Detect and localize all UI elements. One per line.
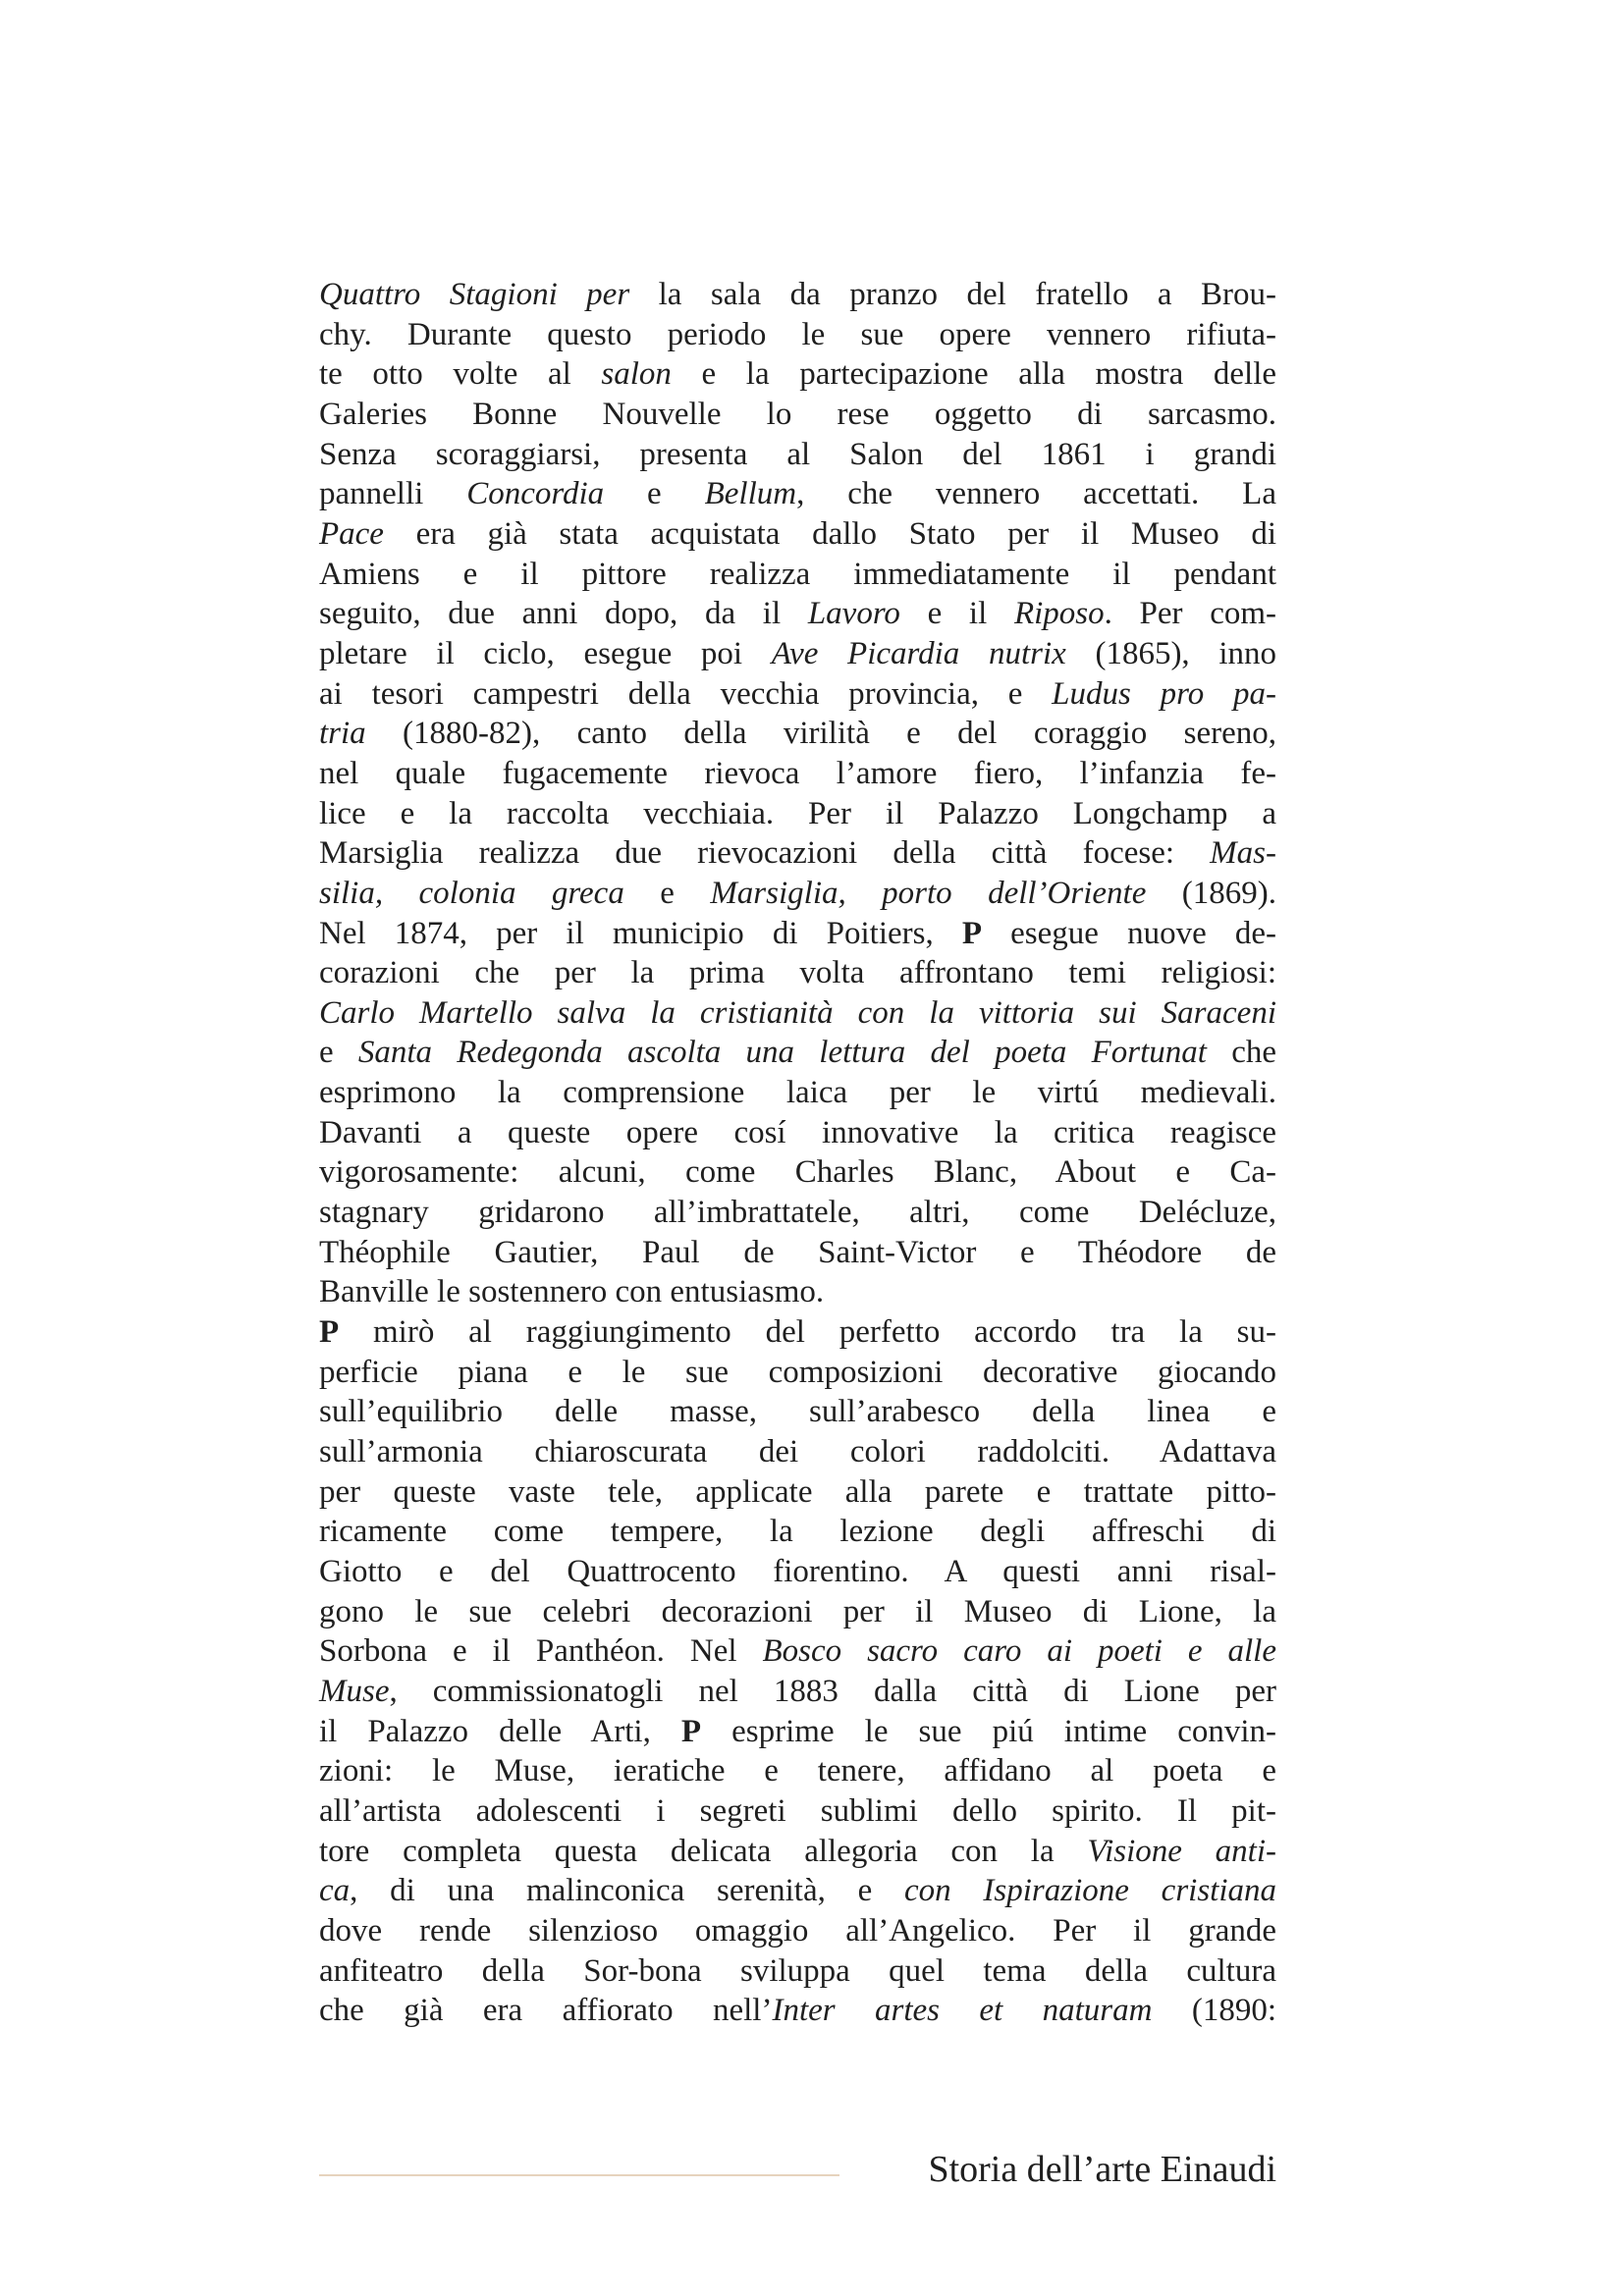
text-line	[319, 1832, 1276, 1872]
text-segment: per queste vaste tele, applicate alla parete e trattate pitto-	[319, 1473, 1276, 1510]
text-segment: Banville le sostennero con entusiasmo.	[319, 1274, 825, 1310]
text-segment: e	[604, 476, 705, 512]
text-segment: Davanti a queste opere cosí innovative la critica reagisce	[319, 1114, 1276, 1150]
text-segment: stagnary gridarono all’imbrattatele, altri, come Delécluze,	[319, 1195, 1276, 1231]
italic-text: Ludus pro pa-	[1052, 675, 1276, 712]
text-line	[319, 953, 1276, 993]
text-line	[319, 1991, 1276, 2031]
italic-text: salon	[601, 356, 672, 393]
text-segment: il Palazzo delle Arti,	[319, 1713, 681, 1749]
text-segment: e il	[899, 596, 1014, 632]
text-line	[319, 714, 1276, 754]
text-line	[319, 634, 1276, 674]
text-line	[319, 315, 1276, 355]
text-segment: la sala da pranzo del fratello a Brou-	[629, 277, 1277, 312]
italic-text: Santa Redegonda ascolta una lettura del poeta Fortunat	[357, 1035, 1207, 1071]
text-segment: corazioni che per la prima volta affrontano temi religiosi:	[319, 955, 1276, 991]
italic-text: Ave Picardia nutrix	[771, 635, 1066, 671]
text-segment: e	[319, 1035, 358, 1071]
text-segment: Galeries Bonne Nouvelle lo rese oggetto di sarcasmo.	[319, 396, 1276, 432]
body-text	[319, 275, 1276, 2031]
text-line	[319, 555, 1276, 595]
text-line	[319, 754, 1276, 794]
italic-text: Mas-	[1210, 835, 1276, 872]
text-line	[319, 1312, 1276, 1353]
text-segment: esprimono la comprensione laica per le virtú medievali.	[319, 1075, 1276, 1111]
text-segment: mirò al raggiungimento del perfetto accordo tra la su-	[339, 1314, 1276, 1351]
text-line	[319, 594, 1276, 634]
text-line	[319, 354, 1276, 395]
text-segment: tore completa questa delicata allegoria con la	[319, 1833, 1088, 1869]
text-segment: (1880-82), canto della virilità e del coraggio sereno,	[365, 716, 1276, 752]
footer-rule	[319, 2174, 839, 2176]
text-line	[319, 1472, 1276, 1513]
text-segment: te otto volte al	[319, 356, 602, 393]
text-line	[319, 395, 1276, 435]
text-line	[319, 514, 1276, 555]
text-segment: nel quale fugacemente rievoca l’amore fiero, l’infanzia fe-	[319, 755, 1276, 791]
italic-text: con Ispirazione cristiana	[904, 1873, 1277, 1909]
text-segment: e	[623, 875, 711, 911]
text-line	[319, 833, 1276, 874]
text-segment: , commissionatogli nel 1883 dalla città di Lione per	[389, 1673, 1276, 1709]
italic-text: ca	[319, 1873, 351, 1909]
text-segment: ai tesori campestri della vecchia provincia, e	[319, 675, 1053, 712]
text-segment: anfiteatro della Sor-bona sviluppa quel tema della cultura	[319, 1952, 1276, 1989]
text-line	[319, 1033, 1276, 1073]
text-line	[319, 1152, 1276, 1193]
italic-text: Marsiglia, porto dell’Oriente	[710, 875, 1147, 911]
text-line	[319, 275, 1276, 315]
text-line	[319, 1871, 1276, 1911]
text-line	[319, 914, 1276, 954]
text-segment: . Per com-	[1104, 596, 1276, 632]
italic-text: Bellum	[704, 476, 797, 512]
text-segment: esegue nuove de-	[982, 915, 1276, 951]
text-line	[319, 874, 1276, 914]
text-segment: perficie piana e le sue composizioni decorative giocando	[319, 1354, 1276, 1390]
bold-text: P	[680, 1713, 702, 1749]
text-segment: e la partecipazione alla mostra delle	[671, 356, 1277, 393]
text-segment: Amiens e il pittore realizza immediatamente il pendant	[319, 556, 1276, 592]
text-segment: dove rende silenzioso omaggio all’Angelico. Per il grande	[319, 1912, 1276, 1949]
text-segment: Théophile Gautier, Paul de Saint-Victor e Théodore de	[319, 1234, 1276, 1270]
text-segment: Sorbona e il Panthéon. Nel	[319, 1633, 763, 1670]
italic-text: Lavoro	[807, 596, 900, 632]
text-line	[319, 1791, 1276, 1832]
text-segment: era già stata acquistata dallo Stato per il Museo di	[383, 515, 1276, 552]
text-line	[319, 1113, 1276, 1153]
text-line	[319, 1432, 1276, 1472]
text-line	[319, 1911, 1276, 1951]
text-segment: Senza scoraggiarsi, presenta al Salon del 1861 i grandi	[319, 436, 1276, 472]
text-segment: all’artista adolescenti i segreti sublimi dello spirito. Il pit-	[319, 1792, 1276, 1829]
text-line	[319, 1272, 1276, 1312]
text-line	[319, 1951, 1276, 1992]
text-segment: , di una malinconica serenità, e	[350, 1873, 905, 1909]
text-segment: sull’armonia chiaroscurata dei colori raddolciti. Adattava	[319, 1434, 1276, 1470]
text-line	[319, 1672, 1276, 1712]
text-segment: chy. Durante questo periodo le sue opere vennero rifiuta-	[319, 316, 1276, 352]
italic-text: tria	[319, 716, 366, 752]
text-line	[319, 1712, 1276, 1752]
text-segment: che già era affiorato nell’	[319, 1993, 773, 2029]
text-segment: zioni: le Muse, ieratiche e tenere, affidano al poeta e	[319, 1753, 1276, 1789]
text-segment: esprime le sue piú intime convin-	[701, 1713, 1276, 1749]
text-line	[319, 1592, 1276, 1632]
text-segment: (1890:	[1152, 1993, 1276, 2029]
text-line	[319, 794, 1276, 834]
italic-text: Riposo	[1013, 596, 1105, 632]
italic-text: silia, colonia greca	[319, 875, 624, 911]
text-segment: Giotto e del Quattrocento fiorentino. A questi anni risal-	[319, 1554, 1276, 1589]
italic-text: Muse	[319, 1673, 390, 1709]
italic-text: Bosco sacro caro ai poeti e alle	[762, 1633, 1276, 1670]
text-segment: Marsiglia realizza due rievocazioni della città focese:	[319, 835, 1211, 872]
text-segment: lice e la raccolta vecchiaia. Per il Palazzo Longchamp a	[319, 795, 1276, 831]
italic-text: Concordia	[466, 476, 605, 512]
text-segment: pletare il ciclo, esegue poi	[319, 635, 772, 671]
text-segment: Nel 1874, per il municipio di Poitiers,	[319, 915, 962, 951]
text-line	[319, 1073, 1276, 1113]
bold-text: P	[319, 1314, 340, 1351]
italic-text: Carlo Martello salva la cristianità con la vittoria sui Saraceni	[319, 994, 1276, 1031]
footer-title: Storia dell’arte Einaudi	[928, 2149, 1276, 2190]
text-line	[319, 474, 1276, 514]
text-line	[319, 1392, 1276, 1432]
text-segment: , che vennero accettati. La	[796, 476, 1276, 512]
text-line	[319, 674, 1276, 715]
text-line	[319, 993, 1276, 1034]
text-segment: che	[1206, 1035, 1276, 1071]
text-segment: pannelli	[319, 476, 467, 512]
text-segment: gono le sue celebri decorazioni per il Museo di Lione, la	[319, 1593, 1276, 1629]
text-segment: (1869).	[1146, 875, 1277, 911]
text-line	[319, 1512, 1276, 1552]
italic-text: Visione anti-	[1087, 1833, 1276, 1869]
text-line	[319, 1751, 1276, 1791]
text-segment: vigorosamente: alcuni, come Charles Blanc, About e Ca-	[319, 1154, 1276, 1191]
text-line	[319, 435, 1276, 475]
text-segment: seguito, due anni dopo, da il	[319, 596, 808, 632]
text-segment: (1865), inno	[1065, 635, 1277, 671]
italic-text: Pace	[319, 515, 384, 552]
italic-text: Quattro Stagioni per	[319, 277, 630, 312]
bold-text: P	[961, 915, 983, 951]
text-segment: ricamente come tempere, la lezione degli affreschi di	[319, 1514, 1276, 1550]
text-line	[319, 1233, 1276, 1273]
page-footer	[319, 2140, 1276, 2199]
text-line	[319, 1631, 1276, 1672]
text-segment: sull’equilibrio delle masse, sull’arabesco della linea e	[319, 1394, 1276, 1430]
italic-text: Inter artes et naturam	[772, 1993, 1153, 2029]
text-line	[319, 1552, 1276, 1592]
text-line	[319, 1353, 1276, 1393]
text-line	[319, 1193, 1276, 1233]
